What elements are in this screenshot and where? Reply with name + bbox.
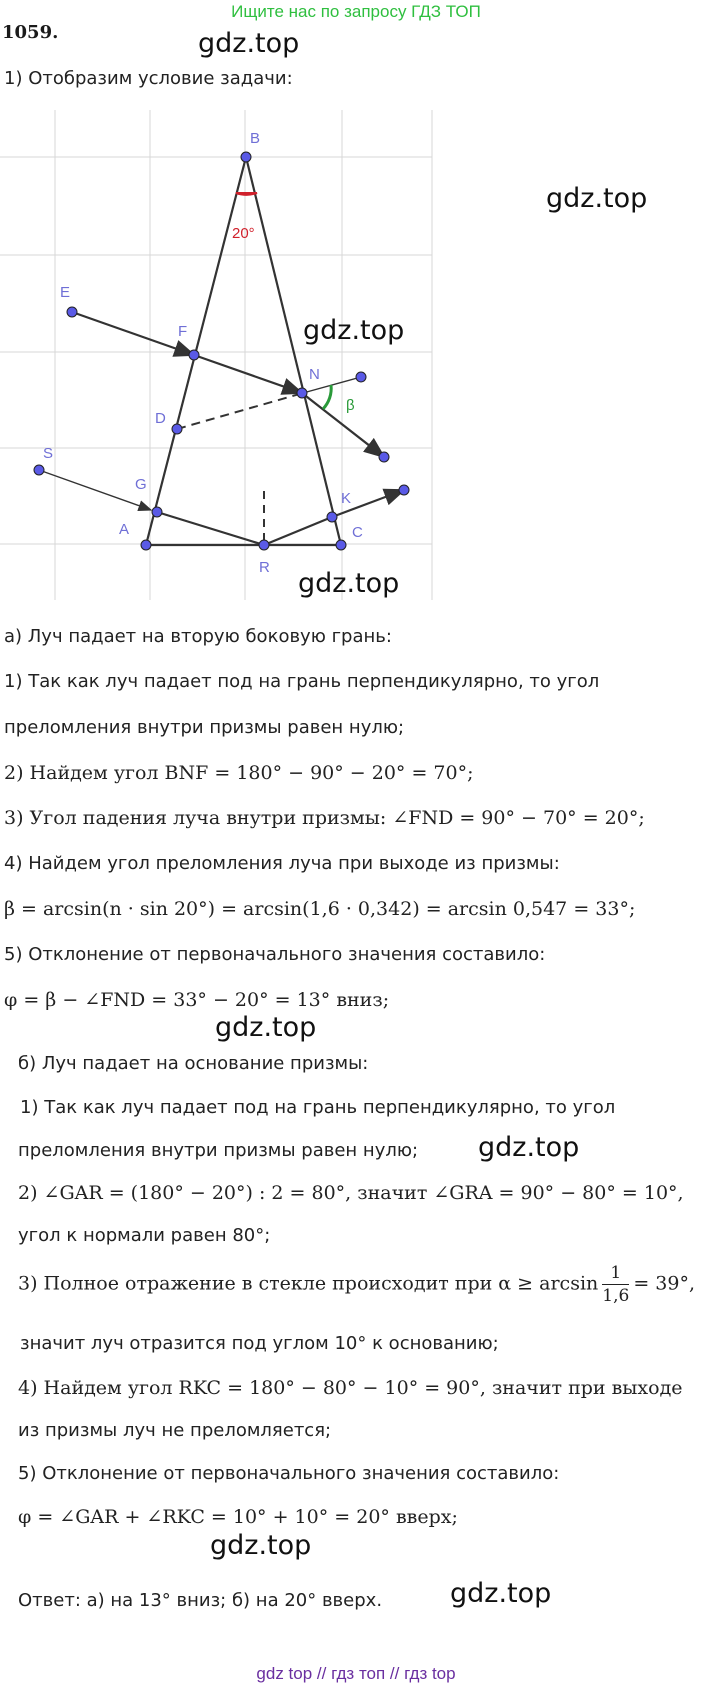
part-b-line-3: 2) ∠GAR = (180° − 20°) : 2 = 80°, значит ∠GRA = 90° − 80° = 10°, (18, 1182, 684, 1204)
part-b-line-5: 3) Полное отражение в стекле происходит при α ≥ arcsin $\frac{1}{1,6}$ = 39°, (18, 1263, 695, 1306)
answer-line: Ответ: а) на 13° вниз; б) на 20° вверх. (18, 1590, 383, 1611)
label-f: F (178, 323, 188, 340)
label-s: S (43, 445, 54, 462)
watermark: gdz.top (303, 315, 405, 346)
label-n: N (309, 366, 320, 383)
part-b-line-7: 4) Найдем угол RKC = 180° − 80° − 10° = 90°, значит при выходе (18, 1377, 683, 1399)
part-a-line-7: 5) Отклонение от первоначального значения составило: (4, 944, 546, 965)
label-k: K (341, 490, 352, 507)
part-a-line-3: 2) Найдем угол BNF = 180° − 90° − 20° = 70°; (4, 762, 474, 784)
point-k-out (399, 485, 409, 495)
part-a-line-1: 1) Так как луч падает под на грань перпендикулярно, то угол (4, 671, 600, 692)
part-a-line-8: φ = β − ∠FND = 33° − 20° = 13° вниз; (4, 989, 390, 1011)
part-b-line-8: из призмы луч не преломляется; (18, 1420, 332, 1441)
problem-number: 1059. (2, 22, 59, 43)
part-a-line-4: 3) Угол падения луча внутри призмы: ∠FND = 90° − 70° = 20°; (4, 807, 645, 829)
part-b-line-2: преломления внутри призмы равен нулю; (18, 1140, 419, 1161)
ray-f-n (194, 355, 302, 393)
label-b: B (250, 130, 261, 147)
part-b-line-1: 1) Так как луч падает под на грань перпендикулярно, то угол (20, 1097, 616, 1118)
ray-e-f (72, 312, 194, 355)
part-b-line-6: значит луч отразится под углом 10° к основанию; (20, 1333, 499, 1354)
point-b (241, 152, 251, 162)
watermark: gdz.top (298, 568, 400, 599)
part-a-line-2: преломления внутри призмы равен нулю; (4, 717, 405, 738)
watermark: gdz.top (546, 183, 648, 214)
label-d: D (155, 410, 166, 427)
label-g: G (135, 476, 147, 493)
grid-lines (0, 110, 432, 600)
watermark: gdz.top (198, 28, 300, 59)
point-k (327, 512, 337, 522)
angle-20-arc (236, 193, 257, 195)
watermark: gdz.top (210, 1530, 312, 1561)
point-c (336, 540, 346, 550)
intro-line: 1) Отобразим условие задачи: (4, 68, 293, 89)
angle-beta-label: β (346, 397, 355, 414)
point-ray-out (379, 452, 389, 462)
fraction-1-over-1-6: $\frac{1}{1,6}$ (602, 1263, 630, 1306)
ray-g-r (157, 512, 264, 545)
point-f (189, 350, 199, 360)
watermark: gdz.top (478, 1132, 580, 1163)
point-n2 (356, 372, 366, 382)
point-n (297, 388, 307, 398)
watermark: gdz.top (450, 1578, 552, 1609)
angle-20-label: 20° (232, 225, 255, 242)
prism-figure (0, 100, 440, 600)
part-a-line-6: β = arcsin(n · sin 20°) = arcsin(1,6 · 0,342) = arcsin 0,547 = 33°; (4, 898, 636, 920)
ray-n-out (302, 393, 384, 457)
ray-r-k (264, 517, 332, 545)
search-banner[interactable]: Ищите нас по запросу ГДЗ ТОП (231, 2, 481, 21)
point-e (67, 307, 77, 317)
part-b-line-4: угол к нормали равен 80°; (18, 1225, 271, 1246)
prism-side-bc (246, 157, 341, 545)
angle-beta-arc (323, 385, 331, 409)
footer-links[interactable]: gdz top // гдз топ // гдз top (256, 1664, 456, 1683)
part-b-heading: б) Луч падает на основание призмы: (18, 1053, 369, 1074)
watermark: gdz.top (215, 1012, 317, 1043)
point-d (172, 424, 182, 434)
part-b-line-10: φ = ∠GAR + ∠RKC = 10° + 10° = 20° вверх; (18, 1506, 458, 1528)
point-g (152, 507, 162, 517)
label-a: A (119, 521, 130, 538)
point-s (34, 465, 44, 475)
label-r: R (259, 559, 270, 576)
part-a-heading: а) Луч падает на вторую боковую грань: (4, 626, 392, 647)
part-a-line-5: 4) Найдем угол преломления луча при выходе из призмы: (4, 853, 560, 874)
point-r (259, 540, 269, 550)
figure-points (34, 152, 409, 550)
label-e: E (60, 284, 71, 301)
part-b-line-9: 5) Отклонение от первоначального значения составило: (18, 1463, 560, 1484)
normal-dashed (177, 393, 303, 429)
point-a (141, 540, 151, 550)
label-c: C (352, 524, 363, 541)
